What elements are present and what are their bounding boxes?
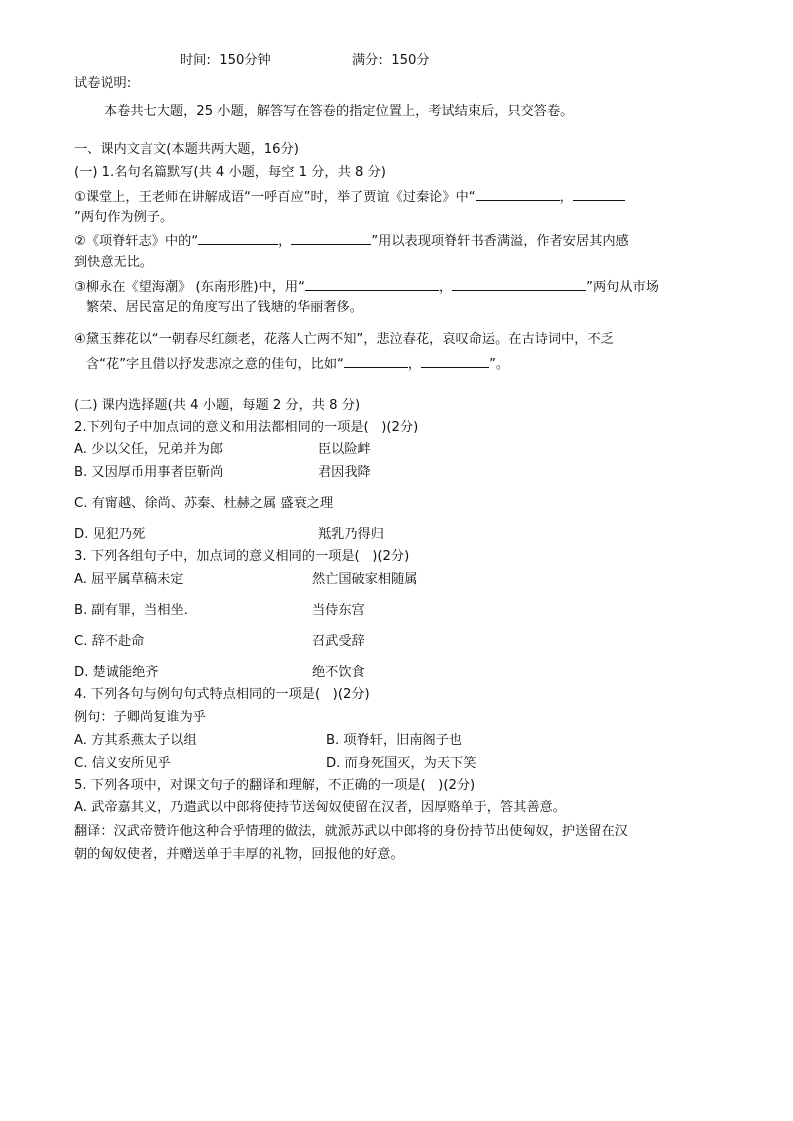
translation-text: 朝的匈奴使者，并赠送单于丰厚的礼物，回报他的好意。 [74, 847, 404, 862]
option-a[interactable]: A. 武帝嘉其义，乃遣武以中郎将使持节送匈奴使留在汉者，因厚赂单于，答其善意。 [74, 800, 566, 815]
exam-total-score: 满分: 150分 [352, 53, 430, 68]
mc-question-stem: 4. 下列各句与例句句式特点相同的一项是( )(2分) [74, 687, 370, 702]
option-a[interactable]: A. 屈平属草稿未定 [74, 572, 184, 587]
option-a[interactable]: A. 少以父任，兄弟并为郎 [74, 442, 224, 457]
question-text: ， [278, 234, 292, 249]
answer-blank[interactable] [344, 354, 408, 368]
option-a-compare: 然亡国破家相随属 [312, 572, 418, 587]
part-title: (二) 课内选择题(共 4 小题，每题 2 分，共 8 分) [74, 398, 361, 413]
option-b[interactable]: B. 副有罪，当相坐. [74, 603, 188, 618]
question-text: ”两句从市场 [586, 280, 659, 295]
answer-blank[interactable] [421, 354, 489, 368]
question-text: ”两句作为例子。 [74, 210, 174, 225]
question-text: 到快意无比。 [74, 255, 154, 270]
question-text: ②《项脊轩志》中的“ [74, 234, 199, 249]
option-b[interactable]: B. 又因厚币用事者臣靳尚 [74, 465, 224, 480]
option-b[interactable]: B. 项脊轩，旧南阁子也 [326, 733, 463, 748]
translation-text: 翻译：汉武帝赞许他这种合乎情理的做法，就派苏武以中郎将的身份持节出使匈奴，护送留在汉 [74, 824, 628, 839]
question-text: ”用以表现项脊轩书香满溢，作者安居其内感 [371, 234, 629, 249]
option-c[interactable]: C. 有甯越、徐尚、苏秦、杜赫之属 盛衰之理 [74, 496, 334, 511]
question-text: ， [438, 280, 453, 295]
part-title: (一) 1.名句名篇默写(共 4 小题，每空 1 分，共 8 分) [74, 165, 386, 180]
question-text: ”。 [489, 357, 510, 372]
option-b-compare: 当侍东宫 [312, 603, 365, 618]
option-b-compare: 君因我降 [318, 465, 371, 480]
section-title: 一、课内文言文(本题共两大题，16分) [74, 142, 299, 157]
answer-blank[interactable] [476, 187, 560, 201]
option-d-compare: 绝不饮食 [312, 665, 365, 680]
answer-blank[interactable] [452, 277, 586, 291]
question-1 [74, 187, 625, 207]
option-d[interactable]: D. 楚诚能绝齐 [74, 665, 159, 680]
mc-question-stem: 2.下列句子中加点词的意义和用法都相同的一项是( )(2分) [74, 420, 419, 435]
option-d-compare: 羝乳乃得归 [318, 527, 384, 542]
exam-note-body: 本卷共七大题，25 小题，解答写在答卷的指定位置上，考试结束后，只交答卷。 [104, 104, 574, 119]
option-c[interactable]: C. 辞不赴命 [74, 634, 145, 649]
question-text: ， [407, 357, 422, 372]
mc-question-stem: 5. 下列各项中，对课文句子的翻译和理解，不正确的一项是( )(2分) [74, 778, 476, 793]
answer-blank[interactable] [573, 187, 625, 201]
mc-question-stem: 3. 下列各组句子中，加点词的意义相同的一项是( )(2分) [74, 549, 410, 564]
exam-time: 时间: 150分钟 [180, 53, 271, 68]
option-d[interactable]: D. 而身死国灭，为天下笑 [326, 756, 477, 771]
option-d[interactable]: D. 见犯乃死 [74, 527, 146, 542]
question-text: 含“花”字且借以抒发悲凉之意的佳句，比如“ [86, 357, 344, 372]
answer-blank[interactable] [198, 231, 278, 245]
option-c[interactable]: C. 信义安所见乎 [74, 756, 171, 771]
question-text: ①课堂上，王老师在讲解成语“一呼百应”时，举了贾谊《过秦论》中“ [74, 190, 476, 205]
question-text: 繁荣、居民富足的角度写出了钱塘的华丽奢侈。 [86, 300, 363, 315]
question-3 [74, 277, 659, 297]
question-text: ， [559, 190, 573, 205]
question-text: ③柳永在《望海潮》 (东南形胜)中，用“ [74, 280, 305, 295]
example-sentence: 例句：子卿尚复谁为乎 [74, 710, 206, 725]
question-2 [74, 231, 629, 251]
option-c-compare: 召武受辞 [312, 634, 365, 649]
option-a-compare: 臣以险衅 [318, 442, 371, 457]
answer-blank[interactable] [291, 231, 371, 245]
option-a[interactable]: A. 方其系燕太子以组 [74, 733, 197, 748]
question-4: ④黛玉葬花以“一朝春尽红颜老，花落人亡两不知”，悲泣春花，哀叹命运。在古诗词中，不乏 [74, 332, 614, 347]
answer-blank[interactable] [305, 277, 439, 291]
exam-note-title: 试卷说明: [74, 76, 132, 91]
question-4-line2 [86, 354, 509, 374]
